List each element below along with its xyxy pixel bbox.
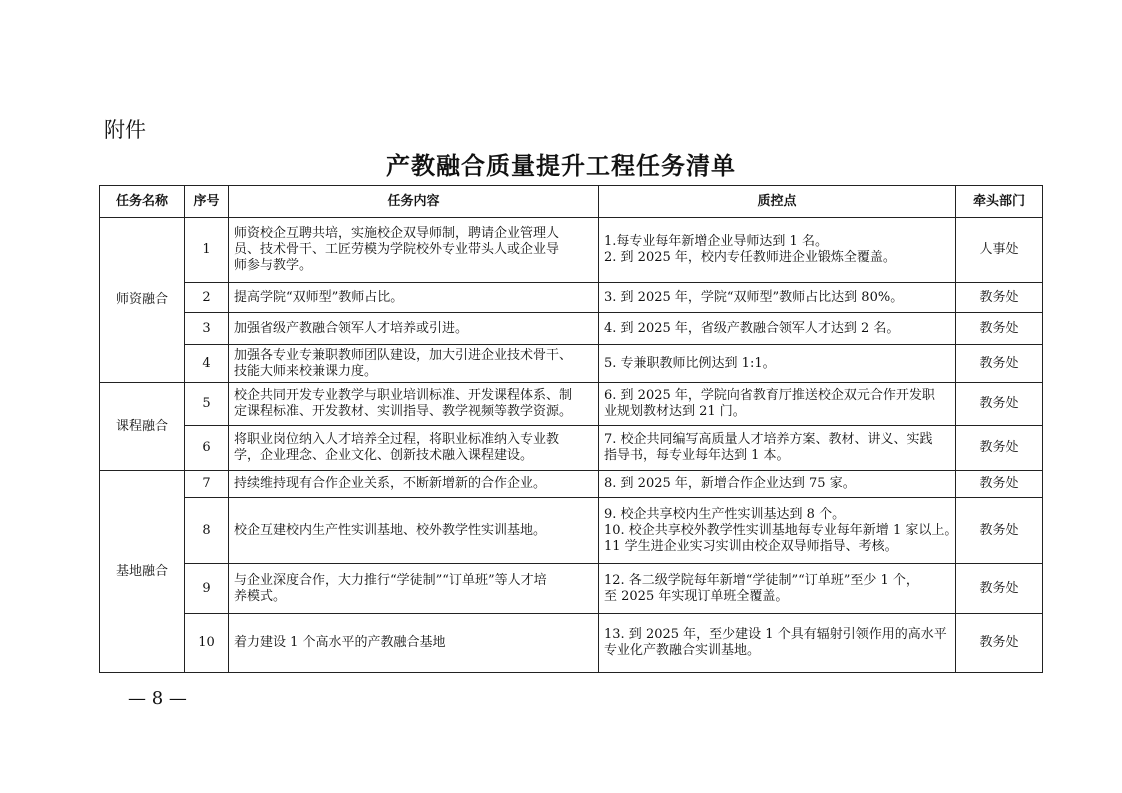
control-point-line: 5. 专兼职教师比例达到 1:1。	[604, 355, 776, 371]
table-row	[100, 283, 1043, 313]
header-task-name: 任务名称	[100, 186, 185, 218]
row-number: 5	[185, 383, 229, 426]
task-content	[229, 614, 599, 673]
task-content	[229, 383, 599, 426]
table-row	[100, 426, 1043, 471]
control-point-line: 2. 到 2025 年，校内专任教师进企业锻炼全覆盖。	[604, 250, 896, 265]
lead-department: 人事处	[956, 218, 1043, 283]
row-number: 1	[185, 218, 229, 283]
control-point-line: 8. 到 2025 年，新增合作企业达到 75 家。	[604, 476, 856, 491]
control-point-line: 13. 到 2025 年，至少建设 1 个具有辐射引领作用的高水平	[604, 627, 947, 642]
lead-department: 教务处	[956, 564, 1043, 614]
task-content-line: 与企业深度合作，大力推行“学徒制”“订单班”等人才培	[234, 572, 547, 588]
header-lead-dept: 牵头部门	[956, 186, 1043, 218]
task-content	[229, 471, 599, 498]
lead-department: 教务处	[956, 471, 1043, 498]
control-point	[599, 426, 956, 471]
table-row	[100, 345, 1043, 383]
row-number: 8	[185, 498, 229, 564]
control-point-line: 3. 到 2025 年，学院“双师型”教师占比达到 80%。	[604, 289, 904, 305]
control-point	[599, 383, 956, 426]
table-row	[100, 471, 1043, 498]
lead-department: 教务处	[956, 383, 1043, 426]
task-content	[229, 218, 599, 283]
task-content	[229, 313, 599, 345]
control-point-line: 7. 校企共同编写高质量人才培养方案、教材、讲义、实践	[604, 432, 933, 447]
task-content-line: 将职业岗位纳入人才培养全过程，将职业标准纳入专业教	[234, 432, 560, 447]
task-content-line: 提高学院“双师型”教师占比。	[234, 289, 404, 305]
task-group-name: 基地融合	[100, 471, 185, 673]
control-point-line: 至 2025 年实现订单班全覆盖。	[604, 588, 789, 604]
control-point-line: 指导书，每专业每年达到 1 本。	[604, 448, 790, 463]
row-number: 9	[185, 564, 229, 614]
task-content-line: 定课程标准、开发教材、实训指导、教学视频等教学资源。	[234, 404, 573, 419]
lead-department: 教务处	[956, 313, 1043, 345]
control-point-line: 11 学生进企业实习实训由校企双导师指导、考核。	[604, 538, 898, 554]
control-point-line: 12. 各二级学院每年新增“学徒制”“订单班”至少 1 个，	[604, 572, 919, 588]
task-content-line: 养模式。	[234, 588, 287, 604]
task-content	[229, 426, 599, 471]
task-content-line: 员、技术骨干、工匠劳模为学院校外专业带头人或企业导	[234, 242, 560, 257]
task-content-line: 校企互建校内生产性实训基地、校外教学性实训基地。	[234, 522, 547, 538]
row-number: 3	[185, 313, 229, 345]
row-number: 6	[185, 426, 229, 471]
lead-department: 教务处	[956, 498, 1043, 564]
task-table	[99, 185, 1043, 673]
header-control-point: 质控点	[599, 186, 956, 218]
control-point-line: 9. 校企共享校内生产性实训基达到 8 个。	[604, 506, 846, 522]
control-point	[599, 471, 956, 498]
task-group-name: 师资融合	[100, 218, 185, 383]
task-content-line: 着力建设 1 个高水平的产教融合基地	[234, 635, 446, 650]
task-content-line: 技能大师来校兼课力度。	[234, 363, 378, 379]
task-content-line: 加强各专业专兼职教师团队建设，加大引进企业技术骨干、	[234, 347, 573, 363]
row-number: 2	[185, 283, 229, 313]
control-point	[599, 614, 956, 673]
control-point	[599, 345, 956, 383]
control-point-line: 专业化产教融合实训基地。	[604, 643, 761, 658]
table-row	[100, 218, 1043, 283]
task-content	[229, 564, 599, 614]
task-content	[229, 345, 599, 383]
task-content-line: 学，企业理念、企业文化、创新技术融入课程建设。	[234, 448, 534, 463]
control-point-line: 6. 到 2025 年，学院向省教育厅推送校企双元合作开发职	[604, 388, 935, 403]
table-row	[100, 614, 1043, 673]
lead-department: 教务处	[956, 426, 1043, 471]
task-content	[229, 498, 599, 564]
task-content-line: 持续维持现有合作企业关系，不断新增新的合作企业。	[234, 476, 547, 491]
row-number: 7	[185, 471, 229, 498]
row-number: 10	[185, 614, 229, 673]
task-content-line: 加强省级产教融合领军人才培养或引进。	[234, 320, 469, 336]
lead-department: 教务处	[956, 283, 1043, 313]
task-group-name: 课程融合	[100, 383, 185, 471]
table-body	[100, 218, 1043, 673]
task-content-line: 师参与教学。	[234, 258, 313, 273]
control-point	[599, 313, 956, 345]
lead-department: 教务处	[956, 614, 1043, 673]
control-point-line: 1.每专业每年新增企业导师达到 1 名。	[604, 234, 828, 249]
document-title: 产教融合质量提升工程任务清单	[386, 151, 736, 180]
control-point	[599, 564, 956, 614]
control-point-line: 业规划教材达到 21 门。	[604, 404, 746, 419]
control-point	[599, 498, 956, 564]
table-row	[100, 313, 1043, 345]
control-point-line: 10. 校企共享校外教学性实训基地每专业每年新增 1 家以上。	[604, 522, 958, 538]
task-content	[229, 283, 599, 313]
table-row	[100, 564, 1043, 614]
task-content-line: 师资校企互聘共培，实施校企双导师制，聘请企业管理人	[234, 226, 560, 241]
header-seq: 序号	[185, 186, 229, 218]
page-number: — 8 —	[128, 688, 187, 709]
table-header-row	[100, 186, 1043, 218]
header-task-content: 任务内容	[229, 186, 599, 218]
control-point-line: 4. 到 2025 年，省级产教融合领军人才达到 2 名。	[604, 320, 900, 336]
task-content-line: 校企共同开发专业教学与职业培训标准、开发课程体系、制	[234, 388, 573, 403]
attachment-label: 附件	[104, 118, 146, 142]
lead-department: 教务处	[956, 345, 1043, 383]
control-point	[599, 218, 956, 283]
table-row	[100, 383, 1043, 426]
control-point	[599, 283, 956, 313]
row-number: 4	[185, 345, 229, 383]
table-row	[100, 498, 1043, 564]
